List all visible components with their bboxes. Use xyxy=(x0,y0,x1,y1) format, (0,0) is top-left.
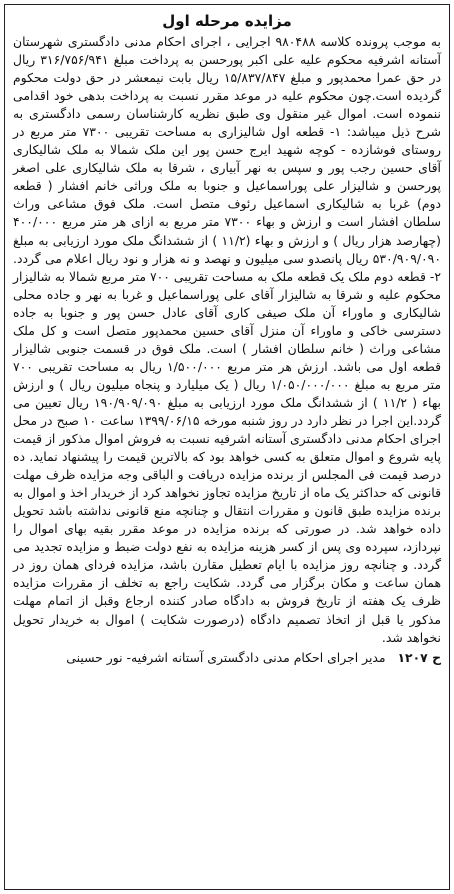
notice-body: به موجب پرونده کلاسه ۹۸۰۴۸۸ اجرایی ، اجرای احکام مدنی دادگستری شهرستان آستانه اشرفیه محکوم علیه علی اکبر پورحسن به پرداخت مبلغ ۳۱۶/۷۵۶/۹۴۱ ریال در حق عمرا محمدپور و مبلغ ۱۵/۸۳۷/۸۴۷ ریال بابت نیمعشر در حق دولت محکوم گردیده است.چون محکوم علیه در موعد مقرر نسبت به پرداخت بدهی خود اقدامی ننموده است. اموال غیر منقول وی طبق نظریه کارشناسان رسمی دادگستری به شرح ذیل میباشد: ۱- قطعه اول شالیزاری به مساحت تقریبی ۷۳۰۰ متر مربع در روستای فوشازده - کوچه شهید ایرج حسن پور این ملک شمالا به ملک شالیکاری آقای حسین رجب پور و سپس به نهر آبیاری ، شرقا به ملک شالیکاری علی اصغر پورحسن و شالیزار علی پوراسماعیل و جنوبا به ملک وراثی خانم افشار ( قطعه دوم) غربا به شالیکاری اسماعیل رئوف متصل است. ملک فوق مشاعی وراث سلطان افشار است و ارزش و بهاء ۷۳۰۰ متر مربع به ازای هر متر مربع ۴۰۰/۰۰۰ (چهارصد هزار ریال ) و ارزش و بهاء (۱۱/۲ ) از ششدانگ ملک مورد ارزیابی به مبلغ ۵۳۰/۹۰۹/۰۹۰ ریال پانصدو سی میلیون و نهصد و نه هزار و نود ریال اعلام می گردد. ۲- قطعه دوم ملک یک قطعه ملک به مساحت تقریبی ۷۰۰ متر مربع شمالا به شالیزار محکوم علیه و شرقا به شالیزار آقای علی پوراسماعیل و غربا به نهر و جاده محلی شالیکاری و ماوراء آن ملک صیفی کاری آقای عادل حسن پور و جنوبا به جاده دسترسی خاکی و ماوراء آن منزل آقای حسین محمدپور متصل است و کل ملک مشاعی وراث ( خانم سلطان افشار ) است. ملک فوق در قسمت جنوبی شالیزار قطعه اول می باشد. ارزش هر متر مربع ۱/۵۰۰/۰۰۰ ریال به مساحت تقریبی ۷۰۰ متر مربع به مبلغ ۱/۰۵۰/۰۰۰/۰۰۰ ریال ( یک میلیارد و پنجاه میلیون ریال ) و ارزش بهاء ( ۱۱/۲ ) از ششدانگ ملک مورد ارزیابی به مبلغ ۱۹۰/۹۰۹/۰۹۰ ریال تعیین می گردد.این اجرا در نظر دارد در روز شنبه مورخه ۱۳۹۹/۰۶/۱۵ ساعت ۱۰ صبح در محل اجرای احکام مدنی دادگستری آستانه اشرفیه نسبت به فروش اموال مذکور از قیمت پایه شروع و اموال متعلق به کسی خواهد بود که بالاترین قیمت را پیشنهاد نماید. ده درصد قیمت فی المجلس از برنده مزایده دریافت و الباقی وجه مزایده ظرف مهلت قانونی که حداکثر یک ماه از تاریخ مزایده تجاوز نخواهد کرد از خریدار اخذ و اموال به برنده مزایده طبق قانون و مقررات انتقال و چنانچه منع قانونی نداشته باشد تحویل داده خواهد شد. در صورتی که برنده مزایده در موعد مقرر بقیه بهای اموال را نپردازد، سپرده وی پس از کسر هزینه مزایده به نفع دولت ضبط و مزایده تجدید می گردد. و چنانچه روز مزایده با ایام تعطیل مقارن باشد، مزایده فردای همان روز در همان ساعت و مکان برگزار می گردد. شکایت راجع به تخلف از مقررات مزایده ظرف یک هفته از تاریخ فروش به دادگاه صادر کننده ارجاع وقبل از اتمام مهلت مذکور یا قبل از اتخاذ تصمیم دادگاه (درصورت شکایت ) اموال به خریدار تحویل نخواهد شد. xyxy=(13,34,442,645)
notice-signature: مدیر اجرای احکام مدنی دادگستری آستانه اشرفیه- نور حسینی xyxy=(66,649,386,665)
auction-notice xyxy=(4,4,450,890)
notice-code: ح ۱۲۰۷ xyxy=(397,649,441,665)
notice-title: مزایده مرحله اول xyxy=(162,12,292,30)
notice-footer xyxy=(13,649,441,667)
